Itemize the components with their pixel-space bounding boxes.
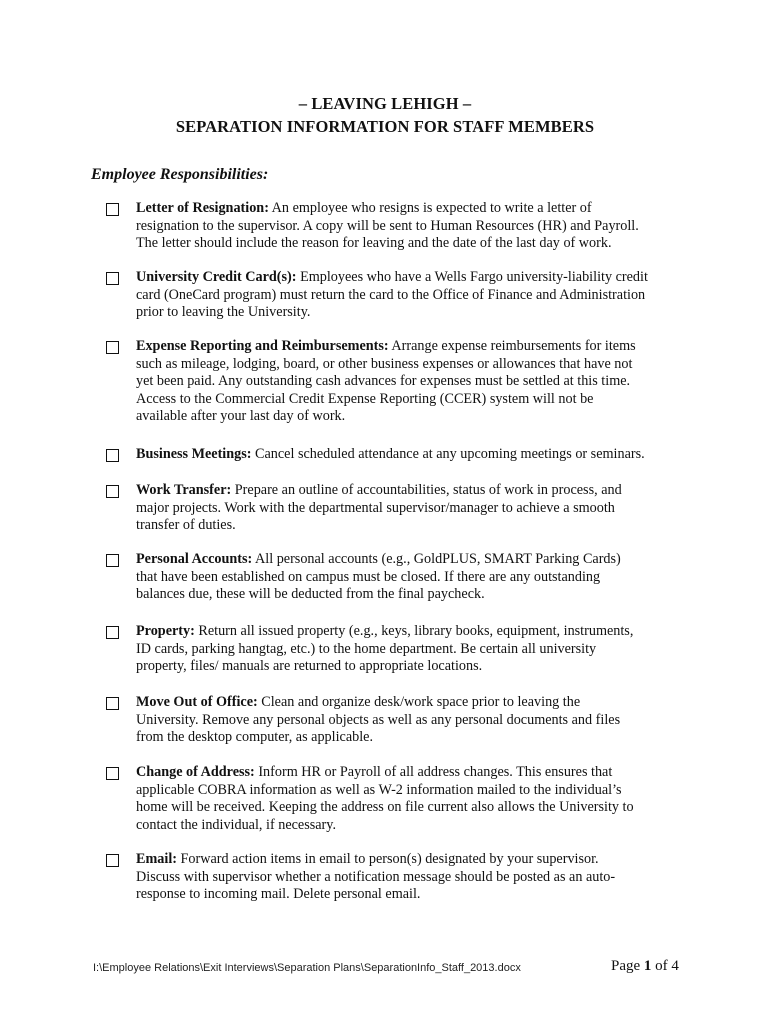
checkbox[interactable] xyxy=(106,449,119,462)
item-line: card (OneCard program) must return the card to the Office of Finance and Administration xyxy=(136,286,646,303)
item-line: balances due, these will be deducted from the final paycheck. xyxy=(136,586,485,603)
item-heading: University Credit Card(s): xyxy=(136,269,297,285)
item-line: major projects. Work with the departmental supervisor/manager to achieve a smooth xyxy=(136,499,615,516)
item-line: Cancel scheduled attendance at any upcoming meetings or seminars. xyxy=(251,446,645,462)
item-heading: Change of Address: xyxy=(136,764,255,780)
checkbox[interactable] xyxy=(106,626,119,639)
item-text xyxy=(136,764,686,834)
item-line: Return all issued property (e.g., keys, library books, equipment, instruments, xyxy=(194,623,634,639)
item-line: available after your last day of work. xyxy=(136,408,346,425)
item-heading: Work Transfer: xyxy=(136,482,232,498)
item-line: prior to leaving the University. xyxy=(136,304,311,321)
item-line: applicable COBRA information as well as W-2 information mailed to the individual’s xyxy=(136,781,622,798)
footer-file-path: I:\Employee Relations\Exit Interviews\Separation Plans\SeparationInfo_Staff_2013.docx xyxy=(93,962,521,974)
document-title-line-2: SEPARATION INFORMATION FOR STAFF MEMBERS xyxy=(175,117,595,136)
item-heading: Letter of Resignation: xyxy=(136,200,269,216)
item-line: Access to the Commercial Credit Expense Reporting (CCER) system will not be xyxy=(136,390,594,407)
item-line: home will be received. Keeping the address on file current also allows the University to xyxy=(136,799,634,816)
item-line: All personal accounts (e.g., GoldPLUS, SMART Parking Cards) xyxy=(252,551,621,567)
item-text xyxy=(136,482,686,535)
checkbox[interactable] xyxy=(106,554,119,567)
item-text xyxy=(136,200,686,253)
item-heading: Personal Accounts: xyxy=(136,551,253,567)
item-line: The letter should include the reason for leaving and the date of the last day of work. xyxy=(136,235,612,252)
item-line: resignation to the supervisor. A copy will be sent to Human Resources (HR) and Payroll. xyxy=(136,217,639,234)
checkbox[interactable] xyxy=(106,697,119,710)
item-line: property, files/ manuals are returned to appropriate locations. xyxy=(136,658,483,675)
item-text xyxy=(136,338,686,426)
item-heading: Property: xyxy=(136,623,195,639)
item-line: University. Remove any personal objects as well as any personal documents and files xyxy=(136,711,621,728)
item-text xyxy=(136,446,686,464)
item-line: transfer of duties. xyxy=(136,517,236,534)
item-line: Employees who have a Wells Fargo university-liability credit xyxy=(296,269,648,285)
footer-page-number xyxy=(611,958,679,975)
item-line: Discuss with supervisor whether a notification message should be posted as an auto- xyxy=(136,868,616,885)
item-line: contact the individual, if necessary. xyxy=(136,816,336,833)
item-line: ID cards, parking hangtag, etc.) to the home department. Be certain all university xyxy=(136,640,597,657)
checkbox[interactable] xyxy=(106,203,119,216)
item-heading: Move Out of Office: xyxy=(136,694,258,710)
item-heading: Email: xyxy=(136,851,177,867)
item-line: from the desktop computer, as applicable. xyxy=(136,729,373,746)
item-text xyxy=(136,551,686,604)
current-page: 1 xyxy=(643,958,652,974)
checkbox[interactable] xyxy=(106,485,119,498)
item-text xyxy=(136,623,686,676)
item-line: Prepare an outline of accountabilities, status of work in process, and xyxy=(231,482,622,498)
document-title-line-1: – LEAVING LEHIGH – xyxy=(298,94,472,113)
item-line: Inform HR or Payroll of all address changes. This ensures that xyxy=(254,764,613,780)
page-suffix: of 4 xyxy=(651,958,679,974)
section-heading: Employee Responsibilities: xyxy=(91,166,269,183)
item-line: Arrange expense reimbursements for items xyxy=(388,338,636,354)
item-heading: Business Meetings: xyxy=(136,446,252,462)
item-text xyxy=(136,694,686,747)
item-line: yet been paid. Any outstanding cash advances for expenses must be settled at this time. xyxy=(136,373,631,390)
checkbox[interactable] xyxy=(106,767,119,780)
item-text xyxy=(136,851,686,904)
item-line: response to incoming mail. Delete personal email. xyxy=(136,886,421,903)
item-heading: Expense Reporting and Reimbursements: xyxy=(136,338,389,354)
checkbox[interactable] xyxy=(106,854,119,867)
item-line: Clean and organize desk/work space prior to leaving the xyxy=(257,694,581,710)
item-line: such as mileage, lodging, board, or other business expenses or allowances that have not xyxy=(136,355,633,372)
item-line: Forward action items in email to person(s) designated by your supervisor. xyxy=(176,851,599,867)
item-line: that have been established on campus must be closed. If there are any outstanding xyxy=(136,568,601,585)
item-text xyxy=(136,269,686,322)
checkbox[interactable] xyxy=(106,341,119,354)
item-line: An employee who resigns is expected to write a letter of xyxy=(268,200,592,216)
page-prefix: Page xyxy=(611,958,644,974)
checkbox[interactable] xyxy=(106,272,119,285)
